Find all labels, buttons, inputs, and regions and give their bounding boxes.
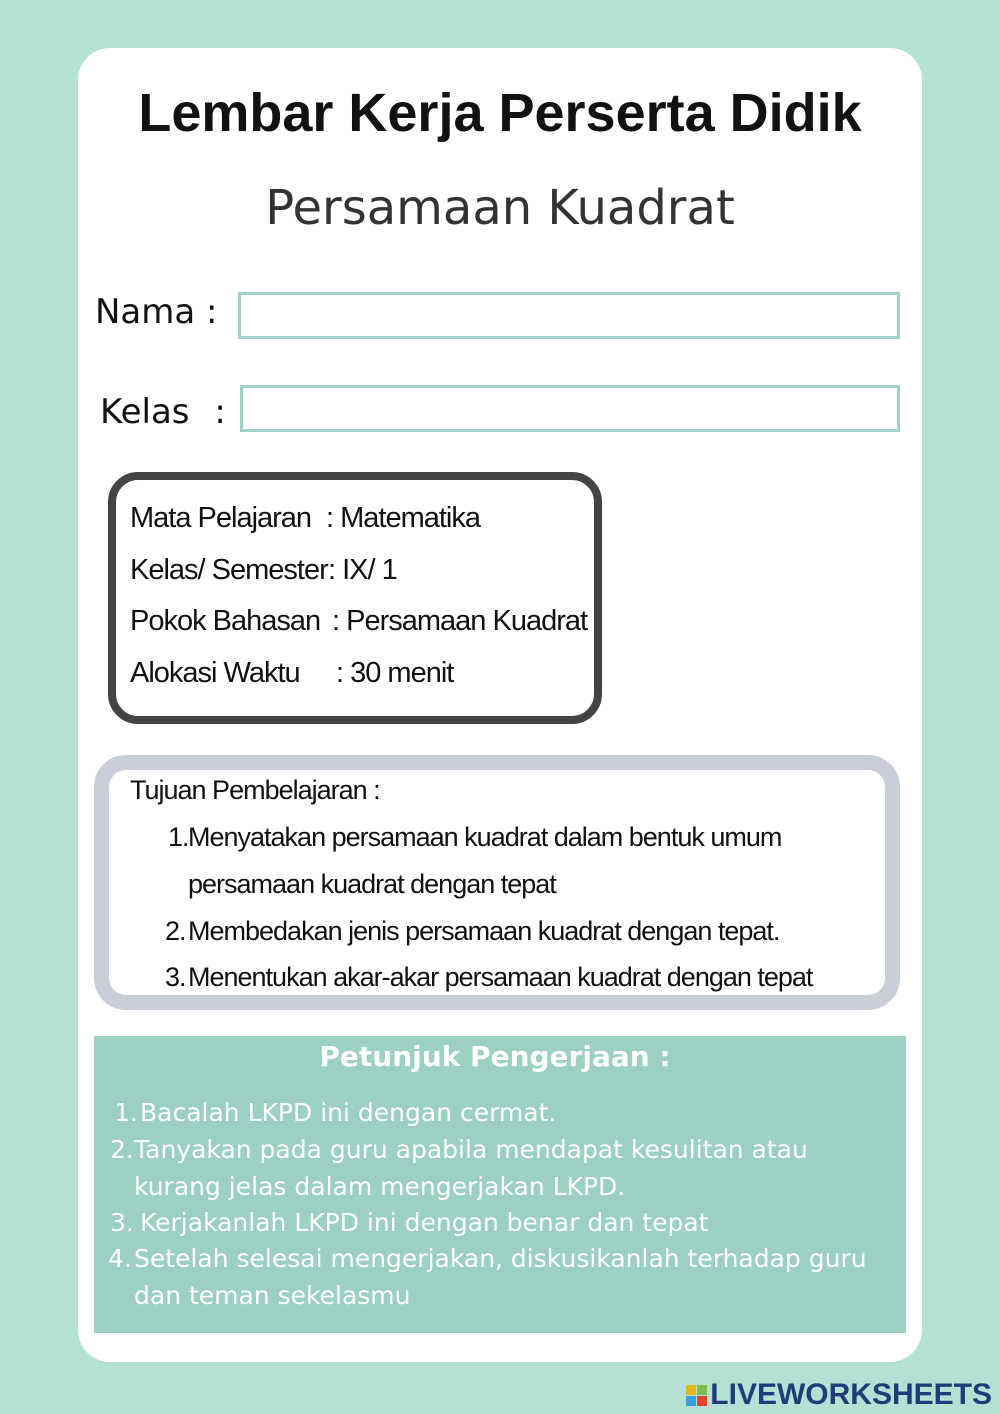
info-value: : IX/ 1 bbox=[328, 554, 397, 586]
nama-input[interactable] bbox=[238, 292, 900, 339]
info-label: Kelas/ Semester bbox=[130, 554, 328, 586]
instruction-number: 3. bbox=[110, 1208, 134, 1237]
info-row bbox=[130, 657, 454, 690]
instructions-heading: Petunjuk Pengerjaan : bbox=[319, 1040, 671, 1073]
objective-text: Menentukan akar-akar persamaan kuadrat dengan tepat bbox=[188, 962, 813, 992]
objective-number: 3. bbox=[165, 962, 186, 992]
info-label: Alokasi Waktu bbox=[130, 657, 300, 689]
objectives-heading: Tujuan Pembelajaran : bbox=[130, 775, 380, 805]
info-row bbox=[130, 502, 480, 535]
objective-text: Membedakan jenis persamaan kuadrat dengan tepat. bbox=[188, 916, 780, 946]
watermark-text: LIVEWORKSHEETS bbox=[710, 1378, 992, 1411]
page-title: Lembar Kerja Perserta Didik bbox=[138, 83, 862, 143]
info-value: : 30 menit bbox=[336, 657, 454, 689]
info-label: Pokok Bahasan bbox=[130, 605, 321, 637]
instruction-text: Setelah selesai mengerjakan, diskusikanlah terhadap guru bbox=[134, 1244, 867, 1273]
instruction-text: Bacalah LKPD ini dengan cermat. bbox=[140, 1098, 557, 1127]
instruction-text: Kerjakanlah LKPD ini dengan benar dan tepat bbox=[140, 1208, 709, 1237]
kelas-label: Kelas : bbox=[100, 392, 226, 432]
instruction-number: 2. bbox=[110, 1135, 134, 1164]
nama-label: Nama : bbox=[95, 292, 218, 332]
instruction-number: 1. bbox=[114, 1098, 138, 1127]
objective-number: 1. bbox=[168, 822, 189, 852]
liveworksheets-logo bbox=[686, 1378, 992, 1412]
instruction-text-cont: kurang jelas dalam mengerjakan LKPD. bbox=[134, 1172, 626, 1201]
info-label: Mata Pelajaran bbox=[130, 502, 312, 534]
objective-text: Menyatakan persamaan kuadrat dalam bentuk umum bbox=[188, 822, 782, 852]
info-value: : Matematika bbox=[326, 502, 480, 534]
info-row bbox=[130, 554, 397, 587]
objective-number: 2. bbox=[165, 916, 186, 946]
page-subtitle: Persamaan Kuadrat bbox=[265, 180, 735, 236]
logo-squares-icon bbox=[686, 1385, 707, 1406]
instruction-text-cont: dan teman sekelasmu bbox=[134, 1281, 411, 1310]
instruction-text: Tanyakan pada guru apabila mendapat kesulitan atau bbox=[134, 1135, 808, 1164]
objective-text-cont: persamaan kuadrat dengan tepat bbox=[188, 869, 556, 899]
kelas-input[interactable] bbox=[240, 385, 900, 432]
info-row bbox=[130, 605, 588, 638]
info-value: : Persamaan Kuadrat bbox=[332, 605, 588, 637]
instruction-number: 4. bbox=[108, 1244, 132, 1273]
